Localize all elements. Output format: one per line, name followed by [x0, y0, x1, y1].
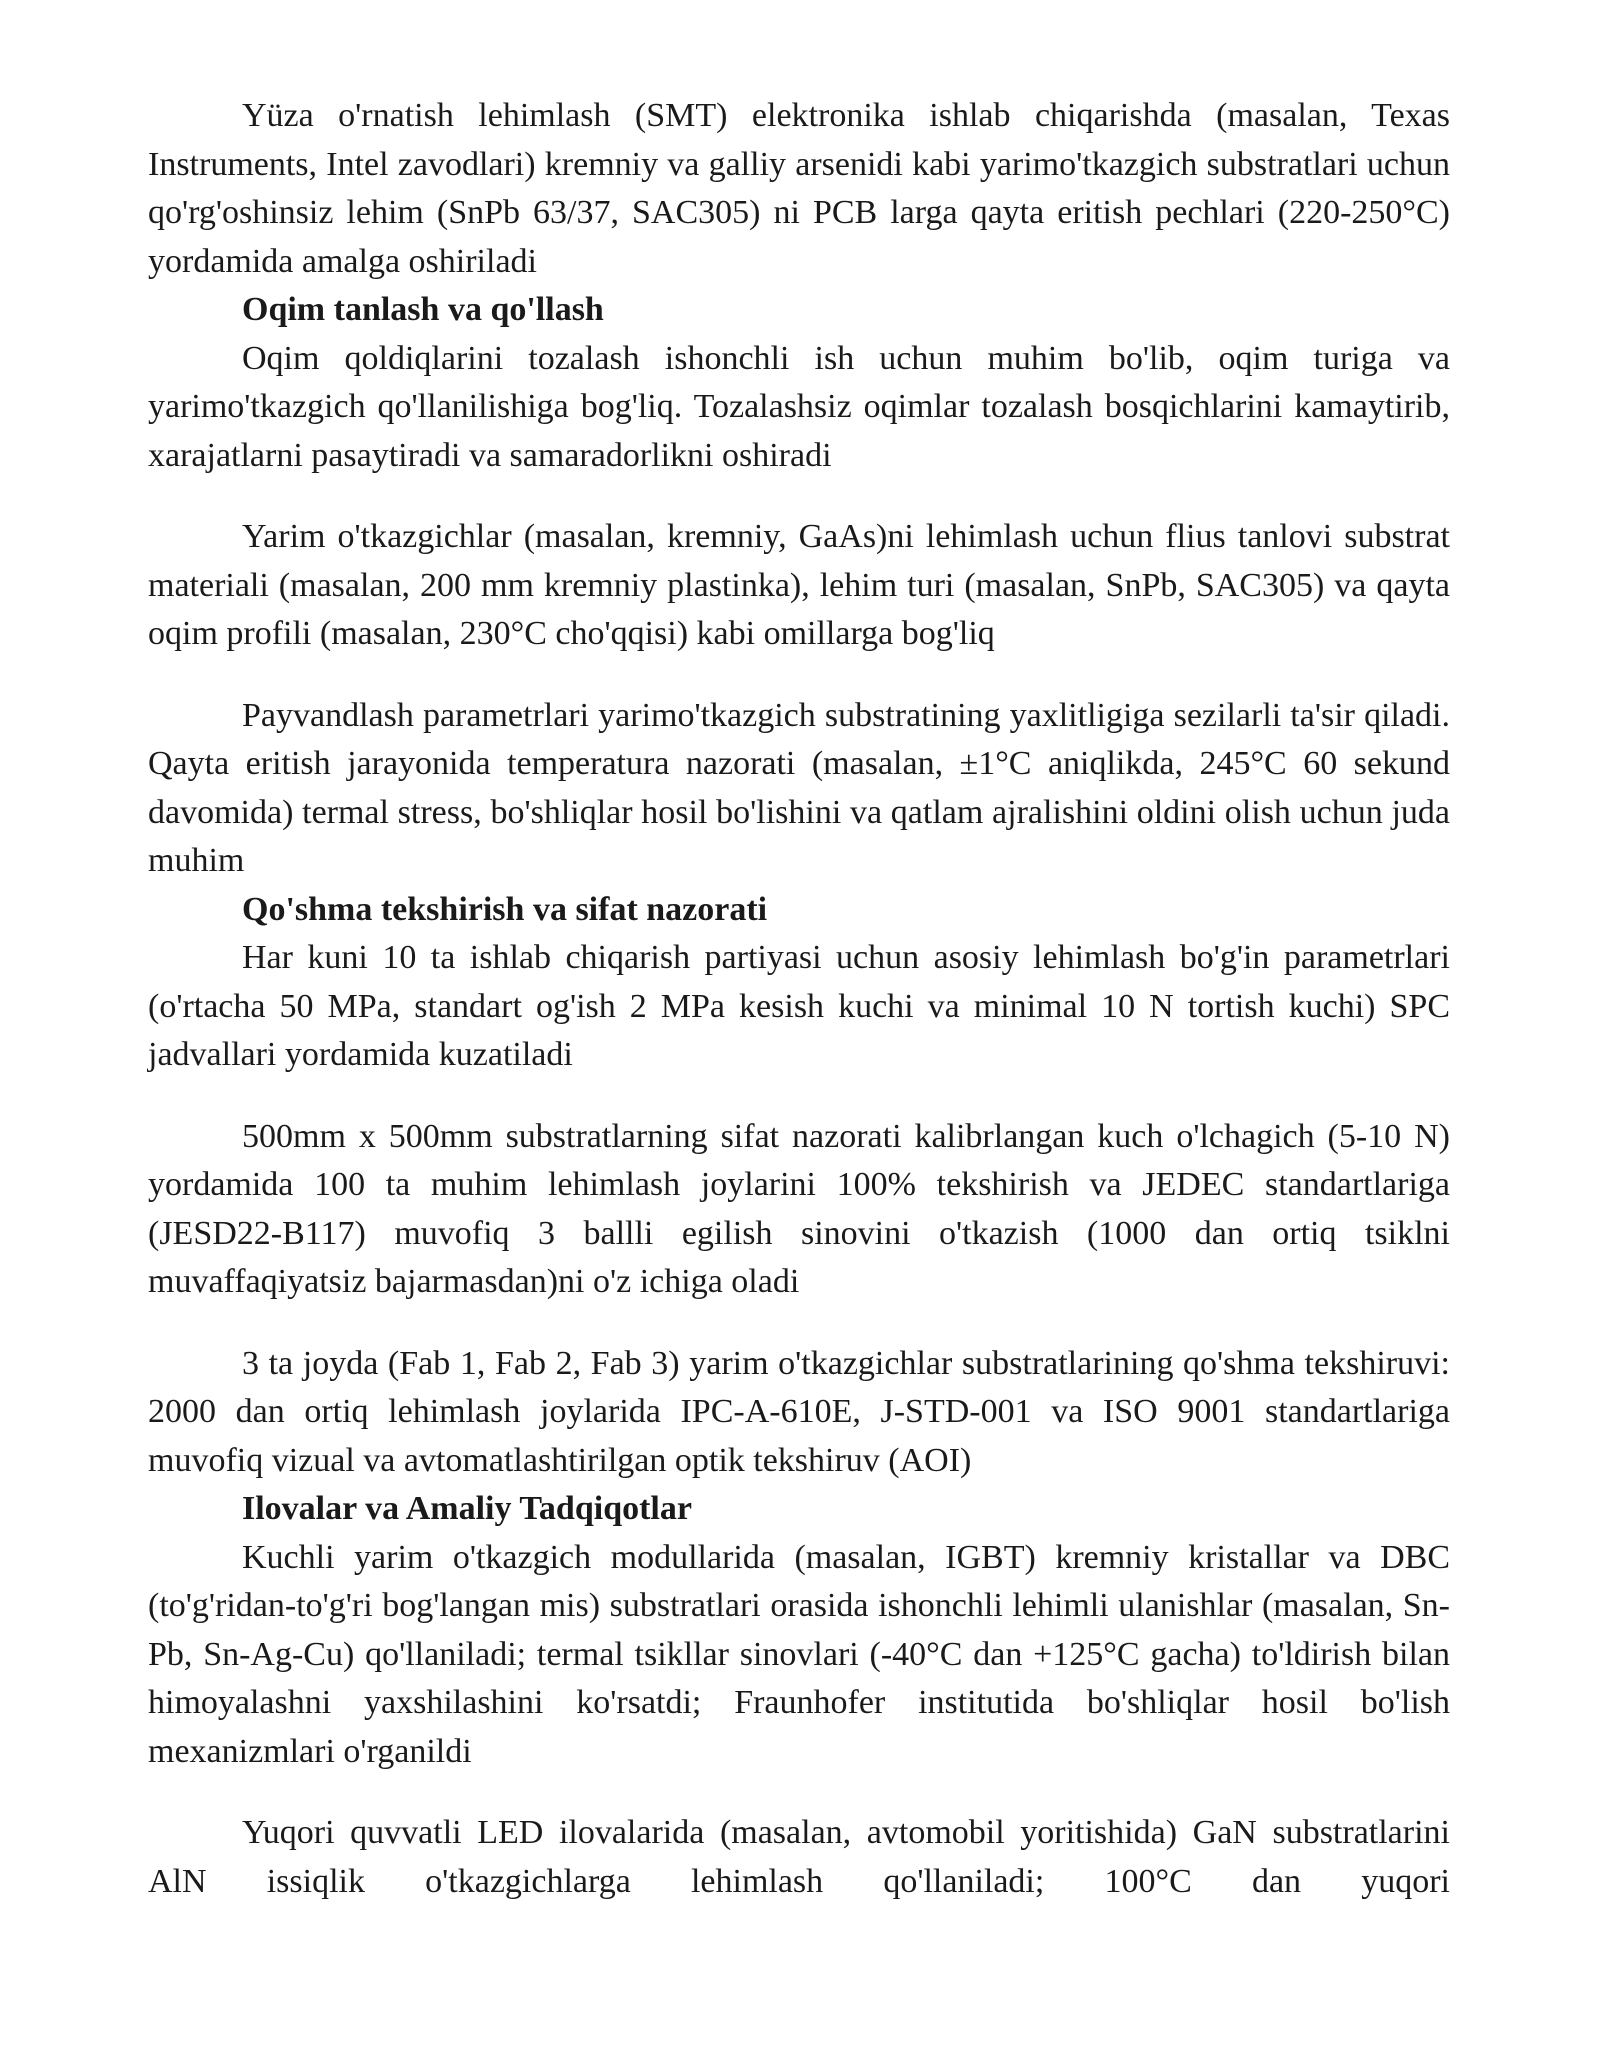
paragraph-joint-inspection-fabs: 3 ta joyda (Fab 1, Fab 2, Fab 3) yarim o'tkazgichlar substratlarining qo'shma tekshiruvi: 2000 dan ortiq lehimlash joylarida IPC-A-610E, J-STD-001 va ISO 9001 standartlariga muvofiq vizual va avtomatlashtirilgan optik tekshiruv (AOI)	[148, 1344, 1450, 1479]
paragraph-led-applications: Yuqori quvvatli LED ilovalarida (masalan, avtomobil yoritishida) GaN substratlarini AlN issiqlik o'tkazgichlarga lehimlash qo'llaniladi; 100°C dan yuqori	[148, 1814, 1450, 1900]
paragraph-soldering-parameters: Payvandlash parametrlari yarimo'tkazgich substratining yaxlitligiga sezilarli ta'sir qiladi. Qayta eritish jarayonida temperatura nazorati (masalan, ±1°C aniqlikda, 245°C 60 sekund davomida) termal stress, bo'shliqlar hosil bo'lishini va qatlam ajralishini oldini olish uchun juda muhim	[148, 696, 1450, 879]
paragraph-spc-monitoring: Har kuni 10 ta ishlab chiqarish partiyasi uchun asosiy lehimlash bo'g'in parametrlari (o'rtacha 50 MPa, standart og'ish 2 MPa kesish kuchi va minimal 10 N tortish kuchi) SPC jadvallari yordamida kuzatiladi	[148, 939, 1450, 1073]
heading-joint-inspection: Qo'shma tekshirish va sifat nazorati	[242, 890, 768, 928]
document-body	[148, 92, 1450, 1906]
heading-flux-selection: Oqim tanlash va qo'llash	[242, 291, 604, 328]
paragraph-power-modules: Kuchli yarim o'tkazgich modullarida (masalan, IGBT) kremniy kristallar va DBC (to'g'ridan-to'g'ri bog'langan mis) substratlari orasida ishonchli lehimli ulanishlar (masalan, Sn-Pb, Sn-Ag-Cu) qo'llaniladi; termal tsikllar sinovlari (-40°C dan +125°C gacha) to'ldirish bilan himoyalashni yaxshilashini ko'rsatdi; Fraunhofer institutida bo'shliqlar hosil bo'lish mexanizmlari o'rganildi	[148, 1538, 1450, 1770]
paragraph-flux-choice: Yarim o'tkazgichlar (masalan, kremniy, GaAs)ni lehimlash uchun flius tanlovi substrat materiali (masalan, 200 mm kremniy plastinka), lehim turi (masalan, SnPb, SAC305) va qayta oqim profili (masalan, 230°C cho'qqisi) kabi omillarga bog'liq	[148, 518, 1450, 652]
heading-applications: Ilovalar va Amaliy Tadqiqotlar	[242, 1490, 692, 1527]
paragraph-quality-control: 500mm x 500mm substratlarning sifat nazorati kalibrlangan kuch o'lchagich (5-10 N) yordamida 100 ta muhim lehimlash joylarini 100% tekshirish va JEDEC standartlariga (JESD22-B117) muvofiq 3 ballli egilish sinovini o'tkazish (1000 dan ortiq tsiklni muvaffaqiyatsiz bajarmasdan)ni o'z ichiga oladi	[148, 1117, 1450, 1300]
paragraph-smt-intro: Yüza o'rnatish lehimlash (SMT) elektronika ishlab chiqarishda (masalan, Texas Instruments, Intel zavodlari) kremniy va galliy arsenidi kabi yarimo'tkazgich substratlari uchun qo'rg'oshinsiz lehim (SnPb 63/37, SAC305) ni PCB larga qayta eritish pechlari (220-250°C) yordamida amalga oshiriladi	[148, 97, 1450, 280]
paragraph-flux-cleaning: Oqim qoldiqlarini tozalash ishonchli ish uchun muhim bo'lib, oqim turiga va yarimo'tkazgich qo'llanilishiga bog'liq. Tozalashsiz oqimlar tozalash bosqichlarini kamaytirib, xarajatlarni pasaytiradi va samaradorlikni oshiradi	[148, 339, 1450, 474]
